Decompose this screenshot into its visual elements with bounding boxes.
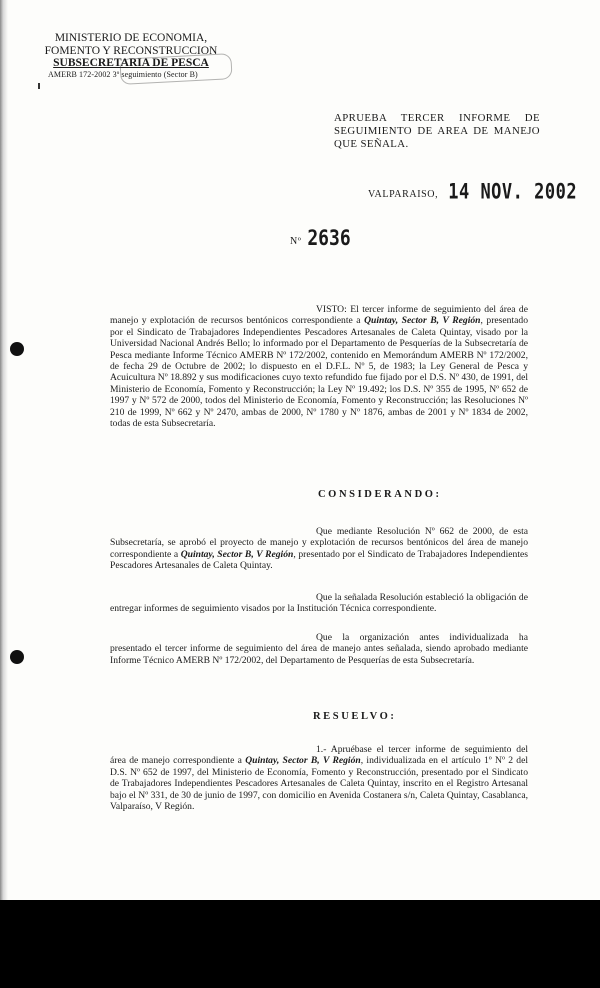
c3-text: Que la organización antes individualizada ha presentado el tercer informe de seguimiento del área de manejo antes señalada, siendo aprobado mediante Informe Técnico AMERB Nº 172/2002, del Departamento de Pesquerías de esta Subsecretaría. — [110, 632, 528, 666]
letterhead-ministry-2: FOMENTO Y RECONSTRUCCION — [44, 44, 218, 57]
visto-text-1: VISTO: El tercer informe de seguimiento del área de manejo y explotación de recursos bentónicos correspondiente a — [110, 304, 528, 327]
punch-hole — [10, 650, 24, 664]
r1-text-1: 1.- Apruébase el tercer informe de seguimiento del área de manejo correspondiente a — [110, 744, 528, 767]
number-value: 2636 — [307, 225, 351, 252]
visto-paragraph — [110, 304, 528, 429]
c2-text: Que la señalada Resolución estableció la obligación de entregar informes de seguimiento visados por la Institución Técnica correspondiente. — [110, 592, 528, 615]
visto-text-2: , presentado por el Sindicato de Trabajadores Independientes Pescadores Artesanales de Caleta Quintay, visado por la Universidad Nacional Andrés Bello; lo informado por el Departamento de Pesquerías de la Subsecretaría de Pesca mediante Informe Técnico AMERB Nº 172/2002, contenido en Memorándum AMERB Nº 172/2002, de fecha 29 de Octubre de 2002; lo dispuesto en el D.F.L. Nº 5, de 1983; la Ley General de Pesca y Acuicultura Nº 18.892 y sus modificaciones cuyo texto refundido fue fijado por el D.S. Nº 430, de 1991, del Ministerio de Economía, Fomento y Reconstrucción; la Ley Nº 19.492; los D.S. Nº 355 de 1995, Nº 652 de 1997 y Nº 572 de 2000, todos del Ministerio de Economía, Fomento y Reconstrucción; las Resoluciones Nº 210 de 1999, Nº 662 y Nº 2470, ambas de 2000, Nº 1780 y Nº 1876, ambas de 2001 y Nº 1834 de 2002, todas de esta Subsecretaría. — [110, 315, 528, 430]
scan-bottom-band — [0, 900, 600, 988]
place-date — [368, 179, 578, 210]
scan-shadow-edge — [0, 0, 8, 988]
letterhead-ministry: MINISTERIO DE ECONOMIA, — [54, 32, 208, 44]
r1-location: Quintay, Sector B, V Región — [245, 755, 361, 767]
number-prefix: Nº — [290, 236, 302, 247]
margin-mark — [38, 83, 40, 89]
resuelvo-paragraph-1 — [110, 744, 528, 812]
considerando-paragraph-3 — [110, 632, 528, 666]
resolution-number — [290, 225, 351, 252]
r1-text-2: , individualizada en el artículo 1º Nº 2 del D.S. Nº 652 de 1997, del Ministerio de Economía, Fomento y Reconstrucción, presentado por el Sindicato de Trabajadores Independientes Pescadores Artesanales de Caleta Quintay, inscrito en el Registro Artesanal bajo el Nº 331, de 30 de junio de 1997, con domicilio en Avenida Costanera s/n, Caleta Quintay, Casablanca, Valparaíso, V Región. — [110, 755, 529, 813]
considerando-paragraph-1 — [110, 526, 528, 572]
subject-text: APRUEBA TERCER INFORME DE SEGUIMIENTO DE AREA DE MANEJO QUE SEÑALA. — [334, 112, 540, 150]
stamp-mark — [119, 53, 232, 85]
letterhead-subsecretaria: SUBSECRETARIA DE PESCA — [53, 57, 209, 69]
c1-text-1: Que mediante Resolución Nº 662 de 2000, de esta Subsecretaría, se aprobó el proyecto de manejo y explotación de recursos bentónicos del área de manejo correspondiente a — [110, 526, 528, 560]
letterhead-reference: AMERB 172-2002 3º seguimiento (Sector B) — [48, 69, 198, 79]
place-label: VALPARAISO, — [368, 189, 439, 200]
resuelvo-heading: RESUELVO: — [313, 711, 397, 722]
date-stamp: 14 NOV. 2002 — [448, 179, 578, 205]
c1-location: Quintay, Sector B, V Región — [180, 548, 294, 560]
considerando-heading: CONSIDERANDO: — [318, 489, 442, 500]
c1-text-2: , presentado por el Sindicato de Trabajadores Independientes Pescadores Artesanales de Caleta Quintay. — [110, 548, 528, 572]
considerando-paragraph-2 — [110, 592, 528, 615]
punch-hole — [10, 342, 24, 356]
visto-location: Quintay, Sector B, V Región — [364, 315, 481, 327]
